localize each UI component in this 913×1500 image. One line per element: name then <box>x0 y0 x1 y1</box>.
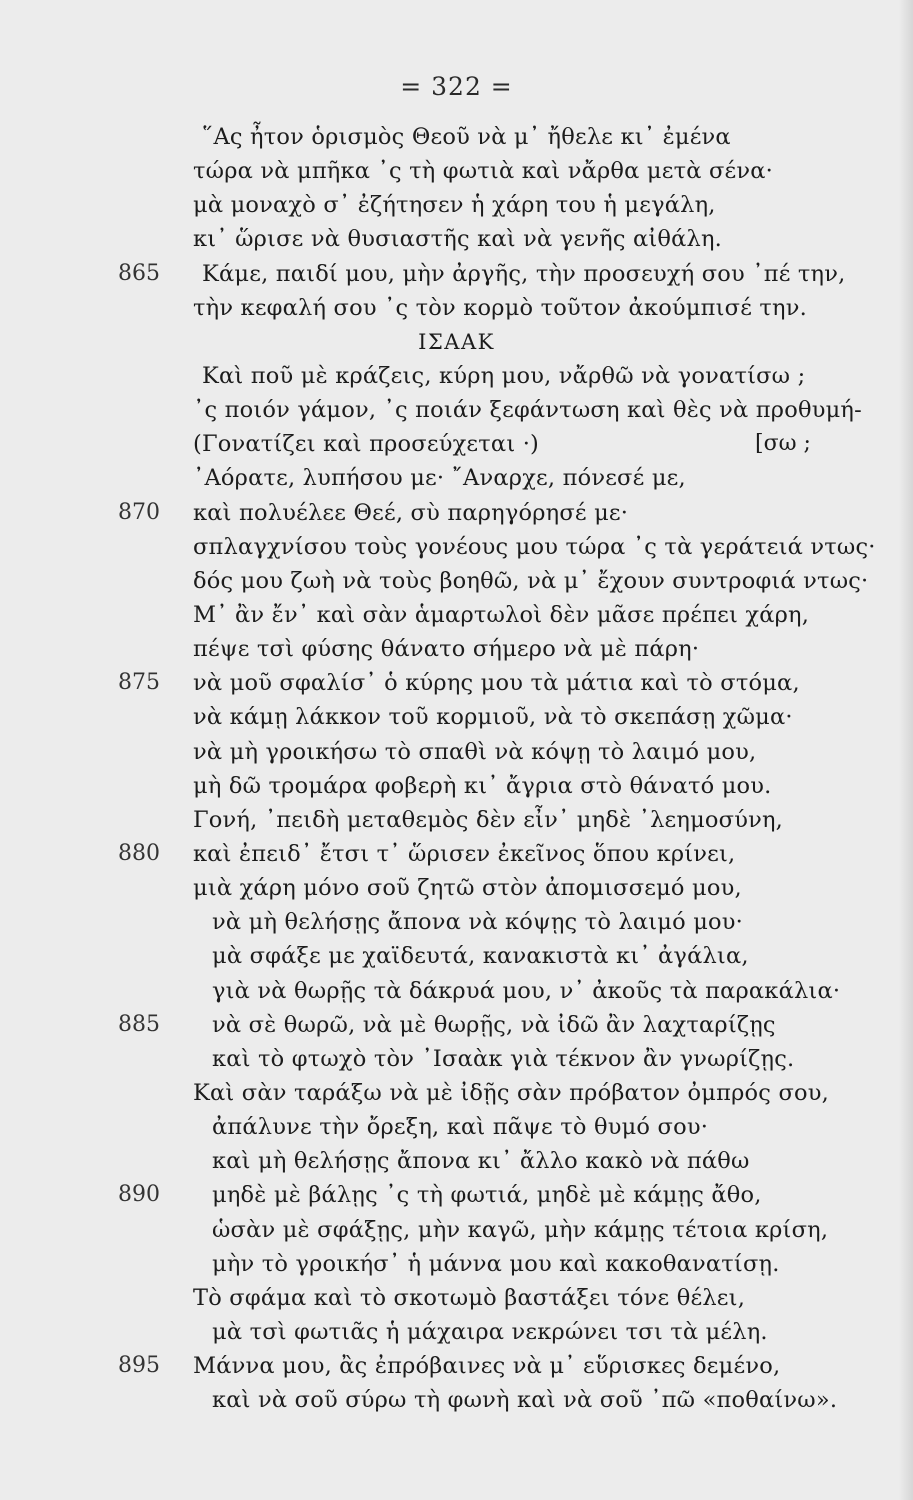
poem-line <box>0 120 913 154</box>
verse-text: δός μου ζωὴ νὰ τοὺς βοηθῶ, νὰ μ᾽ ἔχουν συντροφιά ντως· <box>193 567 869 594</box>
page-edge-shadow <box>899 0 913 1500</box>
poem-line <box>0 530 913 564</box>
speaker-heading: ΙΣΑΑΚ <box>418 329 495 354</box>
verse-text: καὶ ἐπειδ᾽ ἔτσι τ᾽ ὥρισεν ἐκεῖνος ὅπου κρίνει, <box>193 840 736 867</box>
verse-text: μὰ μοναχὸ σ᾽ ἐζήτησεν ἡ χάρη του ἡ μεγάλη, <box>193 192 716 219</box>
line-number: 885 <box>118 1011 160 1037</box>
poem-line <box>0 700 913 734</box>
verse-text: καὶ μὴ θελήσῃς ἄπονα κι᾽ ἄλλο κακὸ νὰ πάθω <box>212 1148 750 1175</box>
poem-line <box>0 1144 913 1178</box>
line-number: 875 <box>118 670 160 696</box>
poem-line <box>0 1213 913 1247</box>
verse-text: νὰ μὴ θελήσῃς ἄπονα νὰ κόψῃς τὸ λαιμό μου· <box>212 909 744 936</box>
verse-text: Μάννα μου, ἂς ἐπρόβαινες νὰ μ᾽ εὕρισκες δεμένο, <box>193 1353 781 1380</box>
poem-line <box>0 735 913 769</box>
verse-text: ὡσὰν μὲ σφάξῃς, μὴν καγῶ, μὴν κάμῃς τέτοια κρίση, <box>212 1216 829 1243</box>
verse-text: καὶ νὰ σοῦ σύρω τὴ φωνὴ καὶ νὰ σοῦ ᾽πῶ «ποθαίνω». <box>212 1387 838 1414</box>
poem-line <box>0 1008 913 1042</box>
poem-line <box>0 461 913 495</box>
poem-line <box>0 1281 913 1315</box>
verse-text: νὰ σὲ θωρῶ, νὰ μὲ θωρῇς, νὰ ἰδῶ ἂν λαχταρίζῃς <box>212 1011 776 1038</box>
verse-text: ῞Ας ἦτον ὁρισμὸς Θεοῦ νὰ μ᾽ ἤθελε κι᾽ ἐμένα <box>202 124 731 150</box>
verse-text: (Γονατίζει καὶ προσεύχεται ·) <box>193 431 540 458</box>
poem-line <box>0 564 913 598</box>
line-number: 870 <box>118 499 160 525</box>
poem-line <box>0 188 913 222</box>
poem-line <box>0 1349 913 1383</box>
poem-line <box>0 1076 913 1110</box>
poem-line <box>0 1042 913 1076</box>
line-number: 865 <box>118 260 160 286</box>
verse-text: καὶ πολυέλεε Θεέ, σὺ παρηγόρησέ με· <box>193 499 629 526</box>
page-number: = 322 = <box>400 72 513 101</box>
verse-text: ᾽Αόρατε, λυπήσου με· ῎Αναρχε, πόνεσέ με, <box>193 465 686 492</box>
verse-text: τὴν κεφαλή σου ᾽ς τὸν κορμὸ τοῦτον ἀκούμπισέ την. <box>193 294 807 321</box>
verse-text: γιὰ νὰ θωρῇς τὰ δάκρυά μου, ν᾽ ἀκοῦς τὰ παρακάλια· <box>212 977 841 1004</box>
verse-text: ᾽ς ποιόν γάμον, ᾽ς ποιάν ξεφάντωση καὶ θὲς νὰ προθυμή- <box>193 397 862 424</box>
poem-line <box>0 427 913 461</box>
poem-line <box>0 1383 913 1417</box>
poem-line <box>0 632 913 666</box>
poem-line <box>0 291 913 325</box>
verse-text: πέψε τσὶ φύσης θάνατο σήμερο νὰ μὲ πάρη· <box>193 636 700 663</box>
poem-line <box>0 939 913 973</box>
poem-line <box>0 803 913 837</box>
poem-line <box>0 837 913 871</box>
line-number: 895 <box>118 1353 160 1379</box>
poem-line <box>0 905 913 939</box>
verse-text: μὰ σφάξε με χαϊδευτά, κανακιστὰ κι᾽ ἀγάλια, <box>212 943 749 970</box>
verse-text: σπλαγχνίσου τοὺς γονέους μου τώρα ᾽ς τὰ γεράτειά ντως· <box>193 533 876 560</box>
poem-line <box>0 325 913 359</box>
poem-line <box>0 222 913 256</box>
verse-text: μὴ δῶ τρομάρα φοβερὴ κι᾽ ἄγρια στὸ θάνατό μου. <box>193 772 772 799</box>
poem-line <box>0 393 913 427</box>
verse-text: μιὰ χάρη μόνο σοῦ ζητῶ στὸν ἀπομισσεμό μου, <box>193 875 742 902</box>
poem-line <box>0 154 913 188</box>
verse-text: νὰ μὴ γροικήσω τὸ σπαθὶ νὰ κόψῃ τὸ λαιμό μου, <box>193 738 757 765</box>
poem-line <box>0 871 913 905</box>
line-number: 890 <box>118 1182 160 1208</box>
verse-text: Καὶ ποῦ μὲ κράζεις, κύρη μου, νἄρθῶ νὰ γονατίσω ; <box>202 362 806 389</box>
verse-text: Γονή, ᾽πειδὴ μεταθεμὸς δὲν εἶν᾽ μηδὲ ᾽λεημοσύνη, <box>193 806 784 833</box>
verse-text: Τὸ σφάμα καὶ τὸ σκοτωμὸ βαστάξει τόνε θέλει, <box>193 1284 746 1311</box>
poem-line <box>0 598 913 632</box>
verse-text: κι᾽ ὥρισε νὰ θυσιαστῆς καὶ νὰ γενῆς αἰθάλη. <box>193 226 723 253</box>
verse-continuation-mark: [σω ; <box>755 431 811 457</box>
verse-text: τώρα νὰ μπῆκα ᾽ς τὴ φωτιὰ καὶ νἄρθα μετὰ σένα· <box>193 158 774 185</box>
poem-line <box>0 974 913 1008</box>
poem-line <box>0 1110 913 1144</box>
poem-line <box>0 769 913 803</box>
verse-text: Κάμε, παιδί μου, μὴν ἀργῆς, τὴν προσευχή σου ᾽πέ την, <box>202 260 846 287</box>
verse-text: μηδὲ μὲ βάλῃς ᾽ς τὴ φωτιά, μηδὲ μὲ κάμῃς ἄθο, <box>212 1182 762 1209</box>
poem-line <box>0 359 913 393</box>
verse-text: μὴν τὸ γροικήσ᾽ ἡ μάννα μου καὶ κακοθανατίσῃ. <box>212 1250 780 1277</box>
poem-body <box>0 120 913 1417</box>
verse-text: καὶ τὸ φτωχὸ τὸν ᾽Ισαὰκ γιὰ τέκνον ἂν γνωρίζῃς. <box>212 1045 795 1072</box>
line-number: 880 <box>118 840 160 866</box>
verse-text: ἀπάλυνε τὴν ὄρεξη, καὶ πᾶψε τὸ θυμό σου· <box>212 1114 709 1141</box>
verse-text: νὰ μοῦ σφαλίσ᾽ ὁ κύρης μου τὰ μάτια καὶ τὸ στόμα, <box>193 670 800 697</box>
poem-line <box>0 1315 913 1349</box>
verse-text: μὰ τσὶ φωτιᾶς ἡ μάχαιρα νεκρώνει τσι τὰ μέλη. <box>212 1318 768 1345</box>
verse-text: Καὶ σὰν ταράξω νὰ μὲ ἰδῇς σὰν πρόβατον ὀμπρός σου, <box>193 1079 829 1106</box>
verse-text: νὰ κάμῃ λάκκον τοῦ κορμιοῦ, νὰ τὸ σκεπάσῃ χῶμα· <box>193 704 793 731</box>
verse-text: Μ᾽ ἂν ἔν᾽ καὶ σὰν ἁμαρτωλοὶ δὲν μᾶσε πρέπει χάρη, <box>193 601 810 628</box>
poem-line <box>0 666 913 700</box>
poem-line <box>0 1247 913 1281</box>
poem-line <box>0 1178 913 1212</box>
poem-line <box>0 496 913 530</box>
poem-line <box>0 257 913 291</box>
